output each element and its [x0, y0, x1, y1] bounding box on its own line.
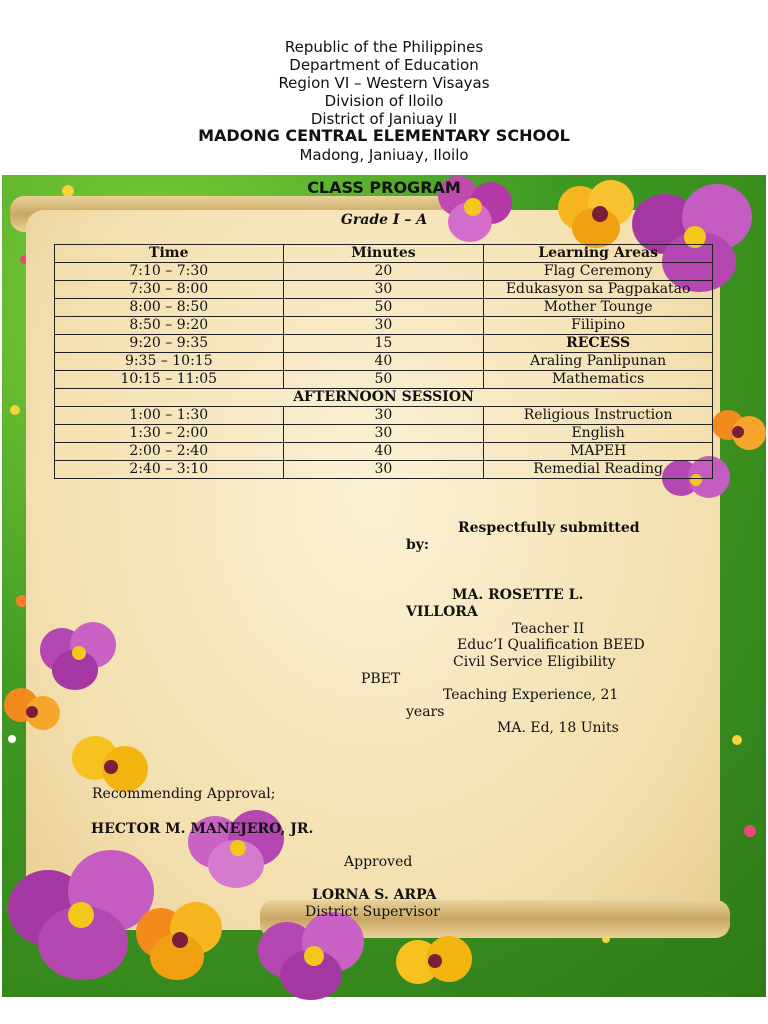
learning-area-cell: Flag Ceremony	[484, 263, 713, 281]
letterhead-line-2: Department of Education	[289, 56, 479, 74]
teacher-position: Teacher II	[512, 621, 585, 637]
flower-icon	[136, 902, 226, 982]
table-row	[55, 407, 713, 425]
time-cell: 8:00 – 8:50	[55, 299, 284, 317]
teacher-eligibility: Civil Service Eligibility	[453, 654, 616, 670]
approved-label: Approved	[344, 854, 413, 870]
time-cell: 7:10 – 7:30	[55, 263, 284, 281]
table-row	[55, 299, 713, 317]
learning-area-cell: MAPEH	[484, 443, 713, 461]
column-header-minutes: Minutes	[283, 245, 484, 263]
minutes-cell: 30	[283, 407, 484, 425]
minutes-cell: 30	[283, 281, 484, 299]
time-cell: 1:30 – 2:00	[55, 425, 284, 443]
table-row	[55, 335, 713, 353]
learning-area-cell: Remedial Reading	[484, 461, 713, 479]
learning-area-cell: English	[484, 425, 713, 443]
supervisor-title: District Supervisor	[305, 904, 440, 920]
table-header-row	[55, 245, 713, 263]
letterhead-line-1: Republic of the Philippines	[284, 38, 484, 56]
table-row	[55, 353, 713, 371]
table-row	[55, 443, 713, 461]
time-cell: 9:35 – 10:15	[55, 353, 284, 371]
grade-section: Grade I – A	[340, 212, 428, 228]
learning-area-cell: Filipino	[484, 317, 713, 335]
learning-area-cell: RECESS	[484, 335, 713, 353]
minutes-cell: 15	[283, 335, 484, 353]
learning-area-cell: Araling Panlipunan	[484, 353, 713, 371]
minutes-cell: 30	[283, 461, 484, 479]
time-cell: 2:00 – 2:40	[55, 443, 284, 461]
time-cell: 1:00 – 1:30	[55, 407, 284, 425]
program-title: CLASS PROGRAM	[307, 178, 461, 197]
teacher-qualification: Educ’I Qualification BEED	[457, 637, 645, 653]
table-row	[55, 425, 713, 443]
flower-icon	[712, 410, 768, 460]
flower-icon	[40, 622, 120, 692]
table-row	[55, 263, 713, 281]
teacher-surname: VILLORA	[406, 604, 478, 620]
flower-icon	[396, 936, 476, 996]
learning-area-cell: Religious Instruction	[484, 407, 713, 425]
letterhead-line-3: Region VI – Western Visayas	[278, 74, 490, 92]
minutes-cell: 20	[283, 263, 484, 281]
school-address: Madong, Janiuay, Iloilo	[299, 146, 469, 164]
column-header-time: Time	[55, 245, 284, 263]
minutes-cell: 40	[283, 353, 484, 371]
recommender-name: HECTOR M. MANEJERO, JR.	[91, 821, 314, 837]
table-row	[55, 371, 713, 389]
school-name: MADONG CENTRAL ELEMENTARY SCHOOL	[198, 126, 570, 145]
time-cell: 9:20 – 9:35	[55, 335, 284, 353]
minutes-cell: 40	[283, 443, 484, 461]
submitted-label: Respectfully submitted	[458, 520, 640, 536]
learning-area-cell: Edukasyon sa Pagpakatao	[484, 281, 713, 299]
teacher-experience: Teaching Experience, 21	[443, 687, 619, 703]
table-row	[55, 461, 713, 479]
learning-area-cell: Mathematics	[484, 371, 713, 389]
time-cell: 2:40 – 3:10	[55, 461, 284, 479]
teacher-name: MA. ROSETTE L.	[452, 587, 584, 603]
letterhead-line-5: District of Janiuay II	[310, 110, 458, 128]
teacher-experience-unit: years	[406, 704, 445, 720]
teacher-units: MA. Ed, 18 Units	[497, 720, 619, 736]
flower-icon	[258, 912, 368, 1002]
supervisor-name: LORNA S. ARPA	[312, 887, 437, 903]
teacher-eligibility-type: PBET	[361, 671, 401, 687]
afternoon-session-row	[55, 389, 713, 407]
recommending-label: Recommending Approval;	[92, 786, 276, 802]
table-row	[55, 281, 713, 299]
submitted-by-label: by:	[406, 537, 430, 553]
minutes-cell: 50	[283, 371, 484, 389]
letterhead-line-4: Division of Iloilo	[324, 92, 444, 110]
class-schedule-table	[54, 244, 713, 479]
time-cell: 8:50 – 9:20	[55, 317, 284, 335]
time-cell: 10:15 – 11:05	[55, 371, 284, 389]
minutes-cell: 50	[283, 299, 484, 317]
afternoon-session-label: AFTERNOON SESSION	[55, 389, 713, 407]
flower-icon	[4, 688, 64, 738]
column-header-learning-areas: Learning Areas	[484, 245, 713, 263]
time-cell: 7:30 – 8:00	[55, 281, 284, 299]
minutes-cell: 30	[283, 425, 484, 443]
minutes-cell: 30	[283, 317, 484, 335]
learning-area-cell: Mother Tounge	[484, 299, 713, 317]
table-row	[55, 317, 713, 335]
